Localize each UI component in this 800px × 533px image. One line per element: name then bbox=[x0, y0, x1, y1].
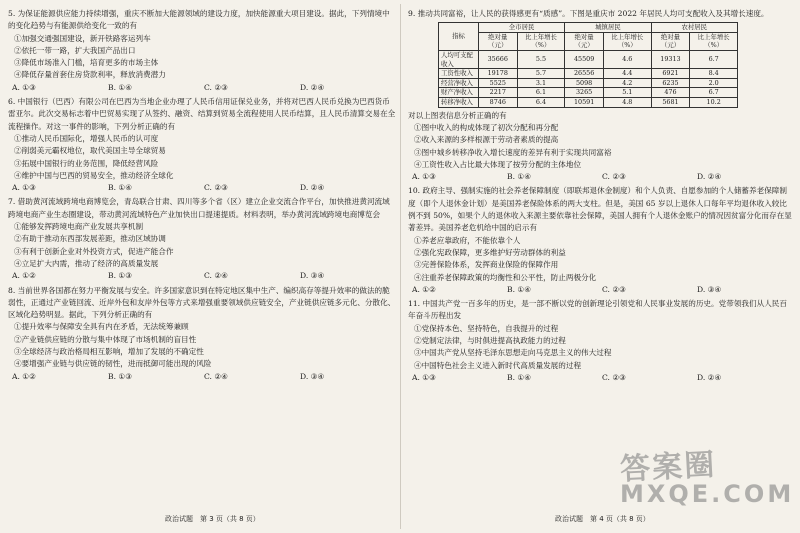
table-cell: 5681 bbox=[651, 98, 690, 108]
table-row bbox=[439, 78, 738, 88]
choice-d: D. ②④ bbox=[300, 82, 325, 92]
table-cell: 3.1 bbox=[517, 78, 565, 88]
table-cell: 5.7 bbox=[517, 69, 565, 79]
choice-c: C. ②③ bbox=[602, 372, 626, 382]
option-1: ①推动人民币国际化，增强人民币的认可度 bbox=[14, 133, 159, 143]
choice-d: D. ②④ bbox=[300, 183, 325, 193]
option-4: ④立足扩大内需，推动了经济的高质量发展 bbox=[14, 258, 159, 268]
table-cell: 3265 bbox=[565, 88, 604, 98]
question-6 bbox=[8, 96, 396, 194]
question-stem: 11. 中国共产党一百多年的历史，是一部不断以党的创新理论引领党和人民事业发展的历史。党带领我们从人民百年奋斗历程出发 bbox=[408, 299, 787, 321]
table-cell: 6235 bbox=[651, 78, 690, 88]
table-cell: 10.2 bbox=[690, 98, 738, 108]
choice-b: B. ①④ bbox=[507, 172, 532, 182]
table-subheader: 比上年增长（%） bbox=[517, 32, 565, 50]
option-3: ③中国共产党从坚持毛泽东思想走向马克思主义的伟大过程 bbox=[414, 348, 612, 358]
choice-c: C. ②③ bbox=[602, 284, 626, 294]
table-cell: 19313 bbox=[651, 51, 690, 69]
question-stem: 7. 借助黄河流域跨境电商博览会，青岛联合甘肃、四川等多个省（区）建立企业交流合作平台，加快推进黄河流域跨境电商产业生态圈建设，带动黄河流域特色产业加快出口提速提质。材料表明，举办黄河流域跨境电商博览会 bbox=[8, 197, 390, 219]
table-cell: 26556 bbox=[565, 69, 604, 79]
answer-choices bbox=[8, 371, 396, 383]
choice-d: D. ③④ bbox=[300, 371, 325, 381]
choice-c: C. ②③ bbox=[204, 183, 228, 193]
table-cell: 8746 bbox=[478, 98, 517, 108]
table-subheader: 比上年增长（%） bbox=[690, 32, 738, 50]
table-cell: 10591 bbox=[565, 98, 604, 108]
table-row bbox=[439, 51, 738, 69]
table-corner: 指标 bbox=[439, 23, 479, 51]
answer-choices bbox=[408, 284, 792, 296]
table-cell: 人均可支配收入 bbox=[439, 51, 479, 69]
table-cell: 45509 bbox=[565, 51, 604, 69]
table-cell: 2.0 bbox=[690, 78, 738, 88]
choice-a: A. ①② bbox=[12, 371, 36, 381]
option-2: ②强化宪政保障，更多维护好劳动群体的利益 bbox=[414, 247, 566, 257]
table-row bbox=[439, 88, 738, 98]
option-3: ③完善保险体系，发挥商业保险的保障作用 bbox=[414, 260, 559, 270]
question-stem: 6. 中国银行（巴西）有限公司在巴西为当地企业办理了人民币信用证保兑业务，并将对巴西人民币兑换为巴西货币雷亚尔。此次交易标志着中巴贸易实现了从签约、融资、结算到贸易全流程使用人民币结算，且人民币清算交易在全流程操作。对这一事件的影响，下列分析正确的有 bbox=[8, 97, 396, 131]
table-cell: 35666 bbox=[478, 51, 517, 69]
watermark-cn: 答案圈 bbox=[619, 447, 718, 488]
page-footer-right: 政治试题 第 4 页（共 8 页） bbox=[555, 515, 650, 523]
table-cell: 2217 bbox=[478, 88, 517, 98]
option-4: ④维护中国与巴西的贸易安全，推动经济全球化 bbox=[14, 170, 174, 180]
question-stem: 10. 政府主导、强制实施的社会养老保障制度（即联邦退休金制度）和个人负责、自愿参加的个人储蓄养老保障制度（即个人退休金计划）是美国养老保险体系的两大支柱。但是，美国 65 岁以上退休人口每年平均退休收入较比例不到 50%，如果个人的退休收入来源主要依靠社会保障，美国人拥有个人退休金账户的情况因贫富分化而存在显著差异。美国养老危机给中国的启示有 bbox=[408, 186, 792, 233]
table-subheader: 绝对量（元） bbox=[565, 32, 604, 50]
option-1: ①加强交通强国建设，新开铁路客运列车 bbox=[14, 33, 151, 43]
choice-b: B. ①④ bbox=[507, 284, 532, 294]
option-2: ②党制定法律，与时俱进提高执政能力的过程 bbox=[414, 335, 566, 345]
table-cell: 5525 bbox=[478, 78, 517, 88]
table-cell: 转移净收入 bbox=[439, 98, 479, 108]
table-subheader: 绝对量（元） bbox=[651, 32, 690, 50]
table-cell: 6921 bbox=[651, 69, 690, 79]
option-2: ②削弱美元霸权地位，取代美国主导全球贸易 bbox=[14, 146, 166, 156]
question-stem: 9. 推动共同富裕，让人民的获得感更有“质感”。下图是重庆市 2022 年居民人均可支配收入及其增长速度。 bbox=[408, 9, 769, 18]
option-1: ①图中收入的构成体现了初次分配和再分配 bbox=[414, 122, 559, 132]
choice-c: C. ②④ bbox=[204, 371, 228, 381]
table-row bbox=[439, 98, 738, 108]
question-lead: 对以上图表信息分析正确的有 bbox=[408, 110, 507, 120]
table-cell: 5.1 bbox=[603, 88, 651, 98]
table-cell: 4.8 bbox=[603, 98, 651, 108]
table-cell: 5098 bbox=[565, 78, 604, 88]
choice-d: D. ②④ bbox=[697, 372, 722, 382]
question-stem: 8. 当前世界各国都在努力平衡发展与安全。许多国家意识到在特定地区集中生产、编织高存等提升效率的做法的脆弱性，正通过产业链回流、近岸外包和友岸外包等方式来增强重要领域供应链安全，产业链供应链多元化、分散化、区域化趋势明显。据此，下列分析正确的有 bbox=[8, 285, 396, 320]
choice-a: A. ①③ bbox=[412, 372, 436, 382]
table-cell: 财产净收入 bbox=[439, 88, 479, 98]
choice-b: B. ①④ bbox=[507, 372, 532, 382]
option-1: ①党保持本色、坚持特色，自我提升的过程 bbox=[414, 323, 559, 333]
option-2: ②产业链供应链的分散与集中体现了市场机制的盲目性 bbox=[14, 334, 197, 344]
choice-c: C. ②③ bbox=[204, 82, 228, 92]
table-row bbox=[439, 69, 738, 79]
table-cell: 工资性收入 bbox=[439, 69, 479, 79]
question-10 bbox=[408, 185, 792, 296]
answer-choices bbox=[408, 171, 792, 183]
option-1: ①能够发挥跨境电商产业发展共享机制 bbox=[14, 222, 144, 232]
choice-a: A. ①② bbox=[412, 284, 436, 294]
choice-d: D. ③④ bbox=[300, 271, 325, 281]
table-group-header: 全市居民 bbox=[478, 23, 564, 33]
option-4: ④工资性收入占比最大体现了按劳分配的主体地位 bbox=[414, 159, 582, 169]
option-2: ②有助于推动东西部发展差距，推动区域协调 bbox=[14, 234, 166, 244]
table-subheader: 绝对量（元） bbox=[478, 32, 517, 50]
table-group-header: 城镇居民 bbox=[565, 23, 651, 33]
choice-d: D. ②④ bbox=[697, 172, 722, 182]
option-4: ④降低存量首套住房贷款利率，释放消费潜力 bbox=[14, 70, 166, 80]
question-5 bbox=[8, 8, 396, 94]
table-cell: 4.2 bbox=[603, 78, 651, 88]
option-4: ④中国特色社会主义进入新时代高质量发展的过程 bbox=[414, 360, 582, 370]
table-cell: 6.4 bbox=[517, 98, 565, 108]
table-subheader: 比上年增长（%） bbox=[603, 32, 651, 50]
question-9 bbox=[408, 8, 792, 183]
income-table bbox=[438, 22, 738, 107]
option-4: ④注重养老保障政策的均衡性和公平性，防止两极分化 bbox=[414, 272, 597, 282]
answer-choices bbox=[408, 372, 792, 384]
table-cell: 6.7 bbox=[690, 88, 738, 98]
choice-a: A. ①③ bbox=[412, 172, 436, 182]
table-cell: 4.4 bbox=[603, 69, 651, 79]
choice-d: D. ③④ bbox=[697, 284, 722, 294]
choice-b: B. ①③ bbox=[108, 371, 133, 381]
question-stem: 5. 为保证能源供应能力持续增强，重庆不断加大能源领域的建设力度，加快能源重大项目建设。据此，下列情境中的变化趋势与有能源供给变化一致的有 bbox=[8, 9, 390, 31]
option-3: ③拓展中国银行的业务范围，降低经营风险 bbox=[14, 158, 159, 168]
choice-a: A. ①③ bbox=[12, 82, 36, 92]
choice-b: B. ①③ bbox=[108, 271, 133, 281]
question-8 bbox=[8, 285, 396, 383]
choice-c: C. ②④ bbox=[204, 271, 228, 281]
answer-choices bbox=[8, 82, 396, 94]
site-watermark bbox=[619, 440, 795, 530]
option-3: ③图中城乡转移净收入增长速度的差异有利于实现共同富裕 bbox=[414, 147, 612, 157]
option-3: ③降低市场准入门槛，培育更多的市场主体 bbox=[14, 58, 159, 68]
answer-choices bbox=[8, 270, 396, 282]
watermark-en: MXQE.COM bbox=[620, 480, 795, 508]
left-page bbox=[8, 8, 396, 385]
question-11 bbox=[408, 298, 792, 384]
choice-a: A. ①③ bbox=[12, 183, 36, 193]
table-group-header: 农村居民 bbox=[651, 23, 737, 33]
table-cell: 8.4 bbox=[690, 69, 738, 79]
option-2: ②依托一带一路，扩大我国产品出口 bbox=[14, 45, 136, 55]
answer-choices bbox=[8, 182, 396, 194]
option-3: ③有利于创新企业对外投资方式，促进产能合作 bbox=[14, 246, 174, 256]
table-cell: 19178 bbox=[478, 69, 517, 79]
table-cell: 4.6 bbox=[603, 51, 651, 69]
question-7 bbox=[8, 196, 396, 282]
table-cell: 476 bbox=[651, 88, 690, 98]
choice-a: A. ①② bbox=[12, 271, 36, 281]
option-2: ②收入来源的多样根源于劳动者素质的提高 bbox=[414, 135, 559, 145]
table-cell: 6.1 bbox=[517, 88, 565, 98]
choice-b: B. ①④ bbox=[108, 183, 133, 193]
page-divider bbox=[400, 4, 401, 529]
right-page bbox=[408, 8, 792, 386]
option-4: ④要增强产业链与供应链的韧性，进而抵御可能出现的风险 bbox=[14, 359, 212, 369]
table-cell: 5.5 bbox=[517, 51, 565, 69]
table-cell: 6.7 bbox=[690, 51, 738, 69]
option-3: ③全球经济与政治格局相互影响，增加了发展的不确定性 bbox=[14, 347, 204, 357]
page-footer-left: 政治试题 第 3 页（共 8 页） bbox=[165, 515, 260, 523]
choice-b: B. ①④ bbox=[108, 82, 133, 92]
choice-c: C. ②③ bbox=[602, 172, 626, 182]
option-1: ①提升效率与保障安全具有内在矛盾，无法统筹兼顾 bbox=[14, 322, 189, 332]
table-cell: 经营净收入 bbox=[439, 78, 479, 88]
option-1: ①养老应靠政府，不能依靠个人 bbox=[414, 235, 521, 245]
